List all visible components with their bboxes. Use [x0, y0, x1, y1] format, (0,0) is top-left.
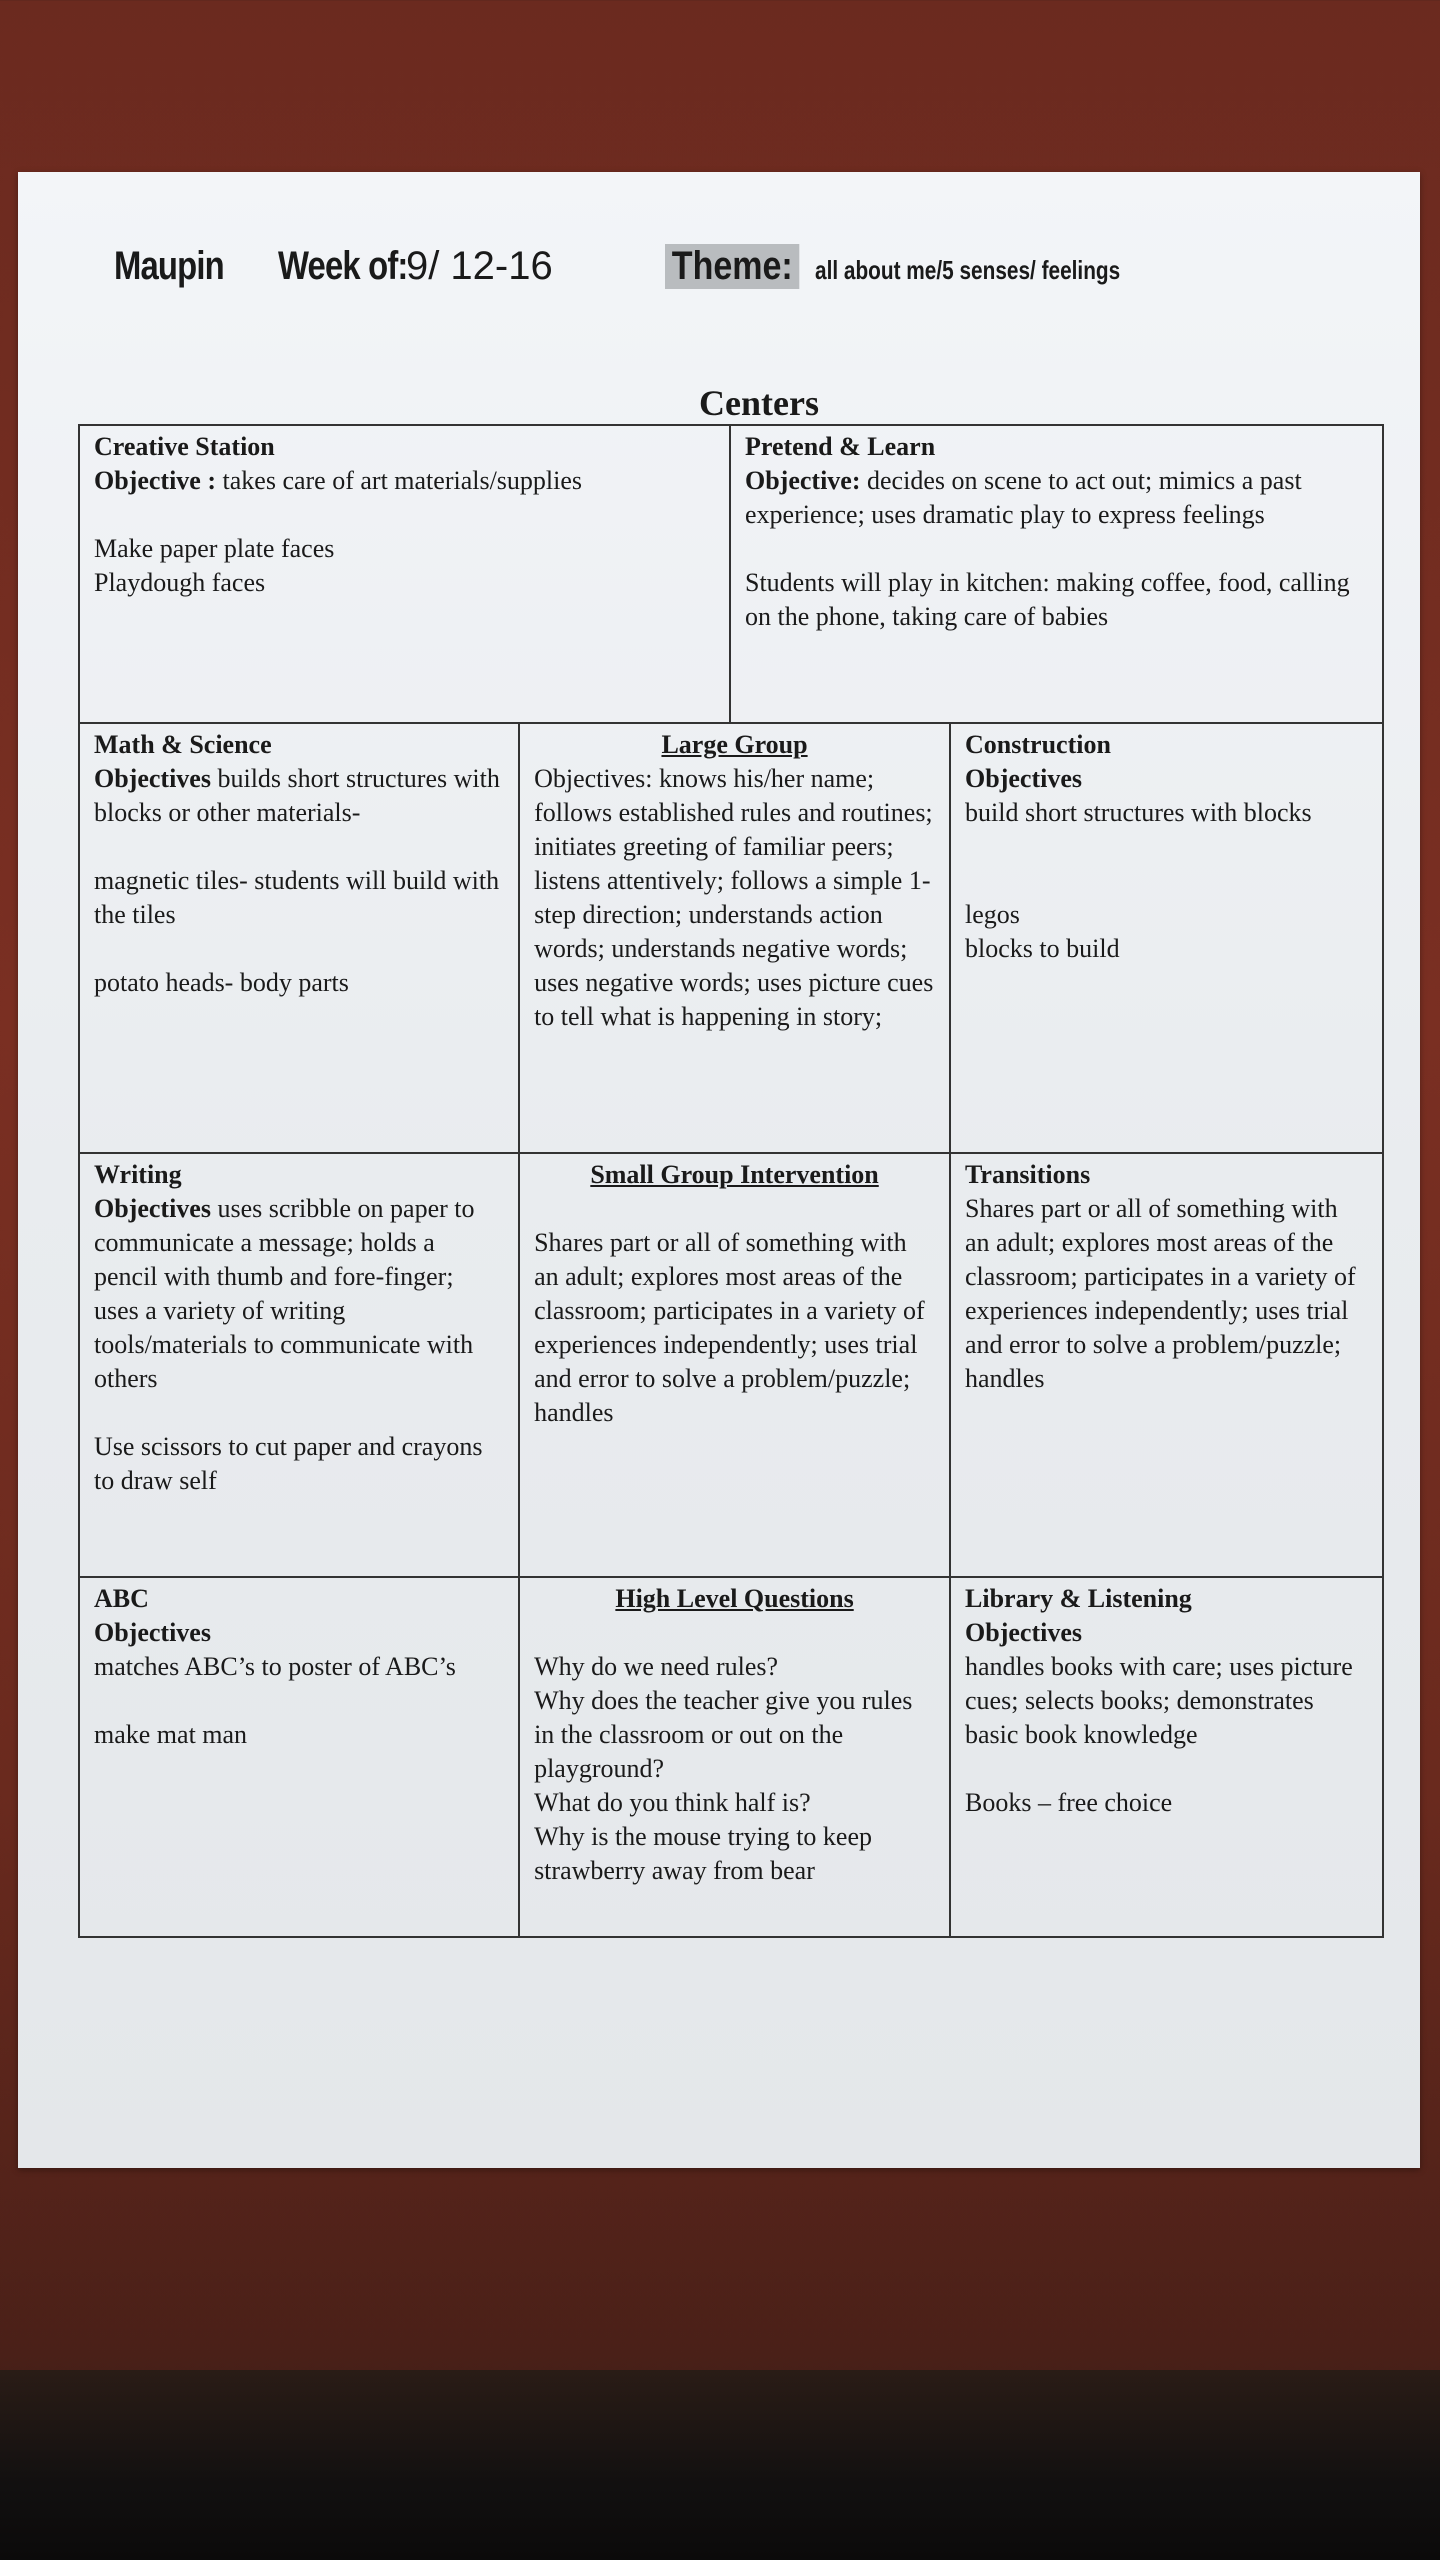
- objective-text: builds short structures with blocks or other materials-: [94, 764, 500, 827]
- center-name: Pretend & Learn: [745, 432, 936, 461]
- activities: Students will play in kitchen: making coffee, food, calling on the phone, taking care of babies: [745, 568, 1350, 631]
- table-row: [80, 426, 1382, 724]
- theme-label: Theme:: [665, 244, 800, 289]
- questions-text: Why do we need rules? Why does the teacher give you rules in the classroom or out on the playground? What do you think half is? Why is the mouse trying to keep strawberry away from bear: [534, 1652, 913, 1885]
- large-group-cell: [520, 724, 951, 1152]
- objective-text: build short structures with blocks: [965, 798, 1312, 827]
- activities: make mat man: [94, 1720, 248, 1749]
- activities: Make paper plate faces Playdough faces: [94, 534, 335, 597]
- center-name: Library & Listening: [965, 1584, 1192, 1613]
- math-science-cell: [80, 724, 520, 1152]
- library-listening-cell: [951, 1578, 1382, 1936]
- abc-cell: [80, 1578, 520, 1936]
- center-name: ABC: [94, 1584, 149, 1613]
- page-title: Centers: [699, 383, 819, 423]
- lesson-plan-sheet: [18, 172, 1420, 2168]
- objective-label: Objectives: [94, 764, 211, 793]
- objective-label: Objectives: [965, 1618, 1082, 1647]
- creative-station-cell: [80, 426, 731, 722]
- desk-surface: [0, 2370, 1440, 2560]
- objective: [745, 466, 1302, 529]
- center-name: Construction: [965, 730, 1111, 759]
- objective: [94, 764, 500, 827]
- week-label: Week of:: [277, 244, 408, 288]
- objective-text: handles books with care; uses picture cues; selects books; demonstrates basic book knowledge: [965, 1652, 1353, 1749]
- objective-label: Objective :: [94, 466, 217, 495]
- objective: [94, 466, 582, 495]
- center-name: Small Group Intervention: [590, 1160, 879, 1189]
- writing-cell: [80, 1154, 520, 1576]
- activities: Books – free choice: [965, 1788, 1173, 1817]
- header: [114, 244, 1354, 304]
- center-name: Large Group: [661, 730, 808, 759]
- pretend-learn-cell: [731, 426, 1382, 722]
- construction-cell: [951, 724, 1382, 1152]
- activity: magnetic tiles- students will build with the tiles: [94, 866, 500, 929]
- week-value: 9/ 12-16: [405, 244, 553, 288]
- small-group-cell: [520, 1154, 951, 1576]
- center-name: Creative Station: [94, 432, 275, 461]
- objective-label: Objectives: [965, 764, 1082, 793]
- table-row: [80, 724, 1382, 1154]
- center-name: Writing: [94, 1160, 182, 1189]
- centers-table: [78, 424, 1384, 1938]
- objective: [94, 1194, 475, 1393]
- activities: legos blocks to build: [965, 900, 1120, 963]
- center-name: High Level Questions: [615, 1584, 854, 1613]
- objective-label: Objective:: [745, 466, 861, 495]
- table-row: [80, 1578, 1382, 1936]
- objective-label: Objectives: [94, 1194, 211, 1223]
- objective-text: takes care of art materials/supplies: [216, 466, 583, 495]
- table-row: [80, 1154, 1382, 1578]
- center-name: Math & Science: [94, 730, 272, 759]
- center-name: Transitions: [965, 1160, 1091, 1189]
- objective-text: uses scribble on paper to communicate a message; holds a pencil with thumb and fore-finger; uses a variety of writing tools/materials to communicate with others: [94, 1194, 475, 1393]
- theme-value: all about me/5 senses/ feelings: [814, 255, 1121, 285]
- objective-label: Objectives: [94, 1618, 211, 1647]
- objective-text: decides on scene to act out; mimics a past experience; uses dramatic play to express feelings: [745, 466, 1302, 529]
- activity: potato heads- body parts: [94, 968, 349, 997]
- objective-text: Objectives: knows his/her name; follows established rules and routines; initiates greeting of familiar peers; listens attentively; follows a simple 1-step direction; understands action words; understands negative words; uses negative words; uses picture cues to tell what is happening in story;: [534, 764, 934, 1031]
- objective-text: Shares part or all of something with an adult; explores most areas of the classroom; participates in a variety of experiences independently; uses trial and error to solve a problem/puzzle; handles: [534, 1228, 925, 1427]
- objective-text: matches ABC’s to poster of ABC’s: [94, 1652, 456, 1681]
- objective-text: Shares part or all of something with an adult; explores most areas of the classroom; participates in a variety of experiences independently; uses trial and error to solve a problem/puzzle; handles: [965, 1194, 1356, 1393]
- teacher-name: Maupin: [114, 244, 224, 288]
- activities: Use scissors to cut paper and crayons to draw self: [94, 1432, 483, 1495]
- high-level-questions-cell: [520, 1578, 951, 1936]
- transitions-cell: [951, 1154, 1382, 1576]
